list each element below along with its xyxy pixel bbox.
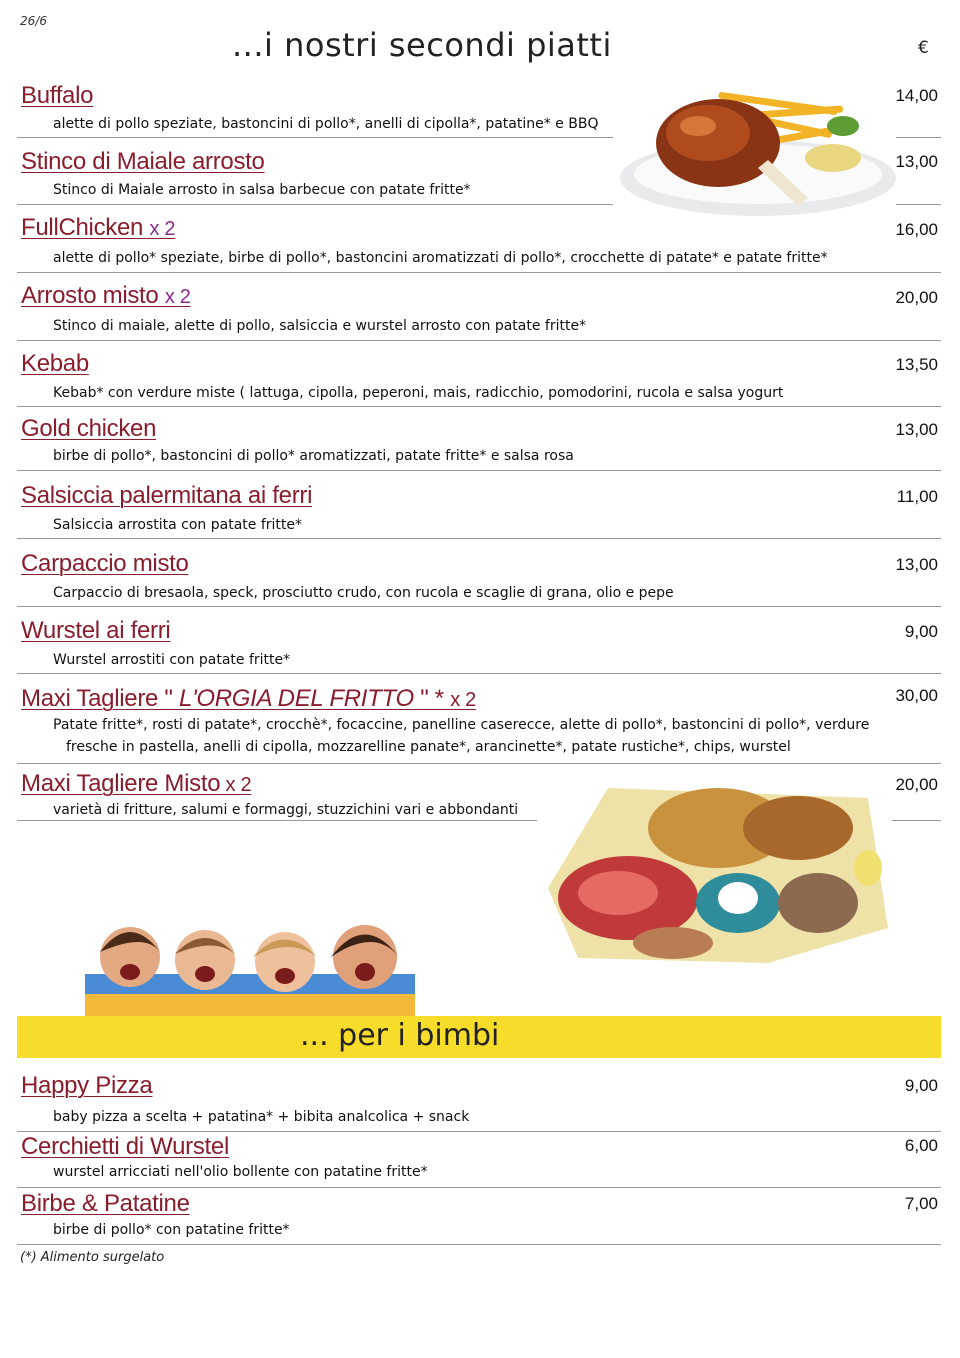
divider (17, 272, 941, 273)
menu-item-name: Kebab (21, 350, 89, 377)
divider (17, 1244, 941, 1245)
menu-item-price: 7,00 (904, 1194, 938, 1213)
menu-item-price: 13,00 (895, 555, 938, 574)
menu-item-price: 6,00 (904, 1136, 938, 1155)
menu-item-description: wurstel arricciati nell'olio bollente con patatine fritte* (53, 1164, 428, 1180)
kids-photo (85, 912, 415, 1018)
menu-item-name: Cerchietti di Wurstel (21, 1133, 229, 1160)
menu-item-description: Salsiccia arrostita con patate fritte* (53, 517, 302, 533)
menu-item-name: Happy Pizza (21, 1072, 153, 1099)
divider (17, 137, 613, 138)
menu-item-price: 14,00 (895, 86, 938, 105)
menu-item-name (21, 214, 175, 242)
menu-item-description: Kebab* con verdure miste ( lattuga, cipolla, peperoni, mais, radicchio, pomodorini, rucola e salsa yogurt (53, 385, 784, 401)
mixed-platter-photo (538, 768, 893, 966)
menu-item-price: 13,00 (895, 152, 938, 171)
menu-item-price: 9,00 (904, 1076, 938, 1095)
item-name-text: Maxi Tagliere " (21, 685, 173, 712)
menu-item-description: Patate fritte*, rosti di patate*, crocchè*, focaccine, panelline caserecce, alette di pollo*, bastoncini di pollo*, verdure (53, 717, 870, 733)
menu-item-name: Stinco di Maiale arrosto (21, 148, 265, 175)
item-name-highlight: L'ORGIA DEL FRITTO (172, 685, 421, 712)
divider (892, 820, 941, 821)
menu-item-name: Buffalo (21, 82, 94, 109)
menu-item-price: 16,00 (895, 220, 938, 239)
menu-item-price: 13,50 (895, 355, 938, 374)
footnote: (*) Alimento surgelato (20, 1250, 165, 1265)
menu-item-name: Salsiccia palermitana ai ferri (21, 482, 313, 509)
menu-item-description-line2: fresche in pastella, anelli di cipolla, mozzarelline panate*, arancinette*, patate rustiche*, chips, wurstel (66, 739, 791, 755)
currency-symbol: € (918, 38, 929, 58)
menu-item-description: varietà di fritture, salumi e formaggi, stuzzichini vari e abbondanti (53, 802, 519, 818)
divider (17, 673, 941, 674)
menu-item-name: Carpaccio misto (21, 550, 189, 577)
menu-item-price: 20,00 (895, 775, 938, 794)
divider (896, 204, 941, 205)
menu-item-description: Stinco di Maiale arrosto in salsa barbecue con patate fritte* (53, 182, 471, 198)
page-number: 26/6 (20, 14, 47, 28)
item-name-text: Maxi Tagliere Misto (21, 770, 221, 797)
item-name-suffix: " * (420, 685, 451, 712)
menu-item-price: 13,00 (895, 420, 938, 439)
divider (17, 470, 941, 471)
page-title: ...i nostri secondi piatti (232, 26, 612, 64)
menu-item-price: 11,00 (896, 487, 938, 506)
menu-item-description: alette di pollo speziate, bastoncini di pollo*, anelli di cipolla*, patatine* e BBQ (53, 116, 599, 132)
item-name-text: FullChicken (21, 214, 144, 241)
menu-item-price: 30,00 (895, 686, 938, 705)
menu-item-name (21, 770, 251, 798)
menu-item-price: 9,00 (904, 622, 938, 641)
divider (17, 1187, 941, 1188)
portion-quantity: x 2 (450, 689, 476, 711)
divider (17, 606, 941, 607)
portion-quantity: x 2 (220, 774, 252, 796)
menu-item-name (21, 685, 476, 713)
menu-item-description: Wurstel arrostiti con patate fritte* (53, 652, 291, 668)
divider (17, 1131, 941, 1132)
portion-quantity: x 2 (164, 286, 191, 308)
kids-section-title: ... per i bimbi (300, 1018, 500, 1053)
menu-item-description: birbe di pollo* con patatine fritte* (53, 1222, 290, 1238)
item-name-text: Arrosto misto (21, 282, 159, 309)
divider (17, 538, 941, 539)
menu-item-name (21, 282, 191, 310)
divider (896, 137, 941, 138)
portion-quantity: x 2 (149, 218, 176, 240)
divider (17, 340, 941, 341)
menu-item-description: alette di pollo* speziate, birbe di pollo*, bastoncini aromatizzati di pollo*, crocchette di patate* e patate fritte* (53, 250, 828, 266)
divider (17, 763, 941, 764)
menu-item-description: baby pizza a scelta + patatina* + bibita analcolica + snack (53, 1109, 470, 1125)
roast-pork-shank-photo (618, 88, 898, 222)
menu-item-description: Stinco di maiale, alette di pollo, salsiccia e wurstel arrosto con patate fritte* (53, 318, 587, 334)
menu-item-description: Carpaccio di bresaola, speck, prosciutto crudo, con rucola e scaglie di grana, olio e pepe (53, 585, 674, 601)
menu-item-name: Gold chicken (21, 415, 157, 442)
divider (17, 406, 941, 407)
menu-item-description: birbe di pollo*, bastoncini di pollo* aromatizzati, patate fritte* e salsa rosa (53, 448, 574, 464)
menu-item-price: 20,00 (895, 288, 938, 307)
menu-item-name: Wurstel ai ferri (21, 617, 171, 644)
divider (17, 820, 537, 821)
menu-item-name: Birbe & Patatine (21, 1190, 190, 1217)
divider (17, 204, 613, 205)
